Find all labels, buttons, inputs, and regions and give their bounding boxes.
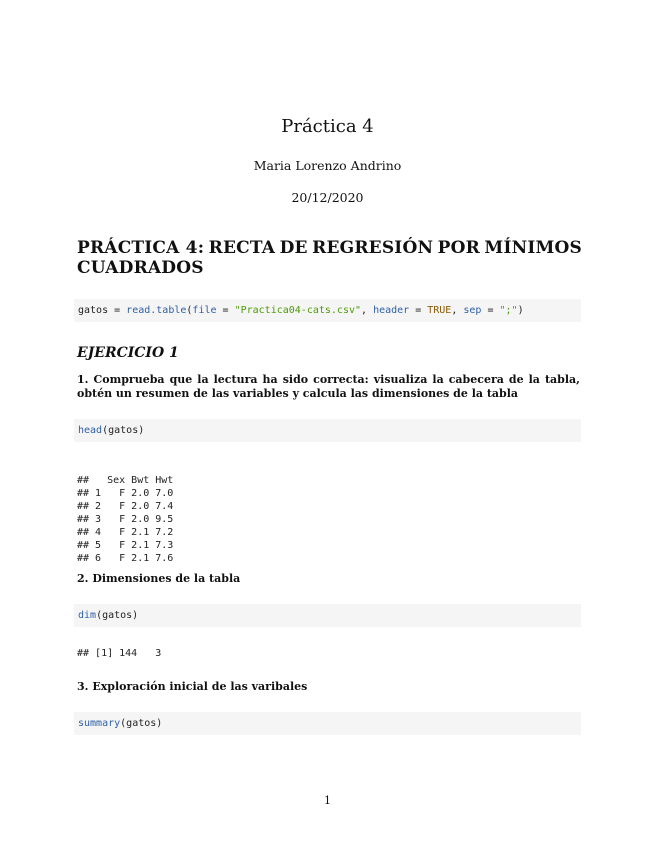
heading-word: PRÁCTICA 4: bbox=[77, 238, 205, 258]
output-line: ## 4 F 2.1 7.2 bbox=[77, 527, 174, 538]
code-string: ";" bbox=[499, 305, 518, 316]
code-token: , bbox=[361, 305, 374, 316]
document-date: 20/12/2020 bbox=[291, 190, 364, 205]
output-line: ## 6 F 2.1 7.6 bbox=[77, 553, 174, 564]
code-argument: file bbox=[192, 305, 217, 316]
code-token: (gatos) bbox=[96, 610, 139, 621]
output-line: ## 1 F 2.0 7.0 bbox=[77, 488, 174, 499]
page-number: 1 bbox=[324, 794, 331, 807]
head-output bbox=[77, 461, 173, 578]
code-token: ) bbox=[517, 305, 524, 316]
code-block-read-table: gatos = read.table(file = "Practica04-cats.csv", header = TRUE, sep = ";") bbox=[74, 299, 581, 322]
code-token: = bbox=[216, 305, 235, 316]
document-author: Maria Lorenzo Andrino bbox=[253, 158, 402, 173]
heading-line-2: CUADRADOS bbox=[77, 258, 204, 278]
output-line: ## 3 F 2.0 9.5 bbox=[77, 514, 174, 525]
code-block-summary bbox=[74, 712, 581, 735]
code-token: , bbox=[451, 305, 464, 316]
question-1: 1. Comprueba que la lectura ha sido correcta: visualiza la cabecera de la tabla, obtén un resumen de las variables y calcula las dimensiones de la tabla bbox=[77, 373, 580, 400]
document-title: Práctica 4 bbox=[281, 116, 374, 137]
question-2: 2. Dimensiones de la tabla bbox=[77, 572, 241, 585]
question-3: 3. Exploración inicial de las varibales bbox=[77, 680, 308, 693]
code-token: (gatos) bbox=[102, 425, 145, 436]
heading-word: DE bbox=[279, 238, 308, 258]
code-token: gatos = bbox=[78, 305, 127, 316]
output-line: ## Sex Bwt Hwt bbox=[77, 475, 174, 486]
code-string: "Practica04-cats.csv" bbox=[234, 305, 362, 316]
heading-word: MÍNIMOS bbox=[484, 238, 582, 258]
code-block-head bbox=[74, 419, 581, 442]
code-token: (gatos) bbox=[120, 718, 163, 729]
code-token: = bbox=[409, 305, 428, 316]
output-line: ## 5 F 2.1 7.3 bbox=[77, 540, 174, 551]
code-function: summary bbox=[78, 718, 121, 729]
exercise-heading: EJERCICIO 1 bbox=[77, 345, 179, 361]
code-function: read.table bbox=[126, 305, 187, 316]
heading-word: RECTA bbox=[208, 238, 276, 258]
output-line: ## 2 F 2.0 7.4 bbox=[77, 501, 174, 512]
code-block-dim bbox=[74, 604, 581, 627]
code-function: head bbox=[78, 425, 103, 436]
code-argument: sep bbox=[463, 305, 482, 316]
section-heading bbox=[77, 238, 582, 278]
dim-output: ## [1] 144 3 bbox=[77, 648, 162, 659]
code-argument: header bbox=[373, 305, 410, 316]
code-function: dim bbox=[78, 610, 97, 621]
code-keyword: TRUE bbox=[427, 305, 452, 316]
heading-word: POR bbox=[437, 238, 480, 258]
heading-word: REGRESIÓN bbox=[312, 238, 434, 258]
code-token: = bbox=[481, 305, 500, 316]
